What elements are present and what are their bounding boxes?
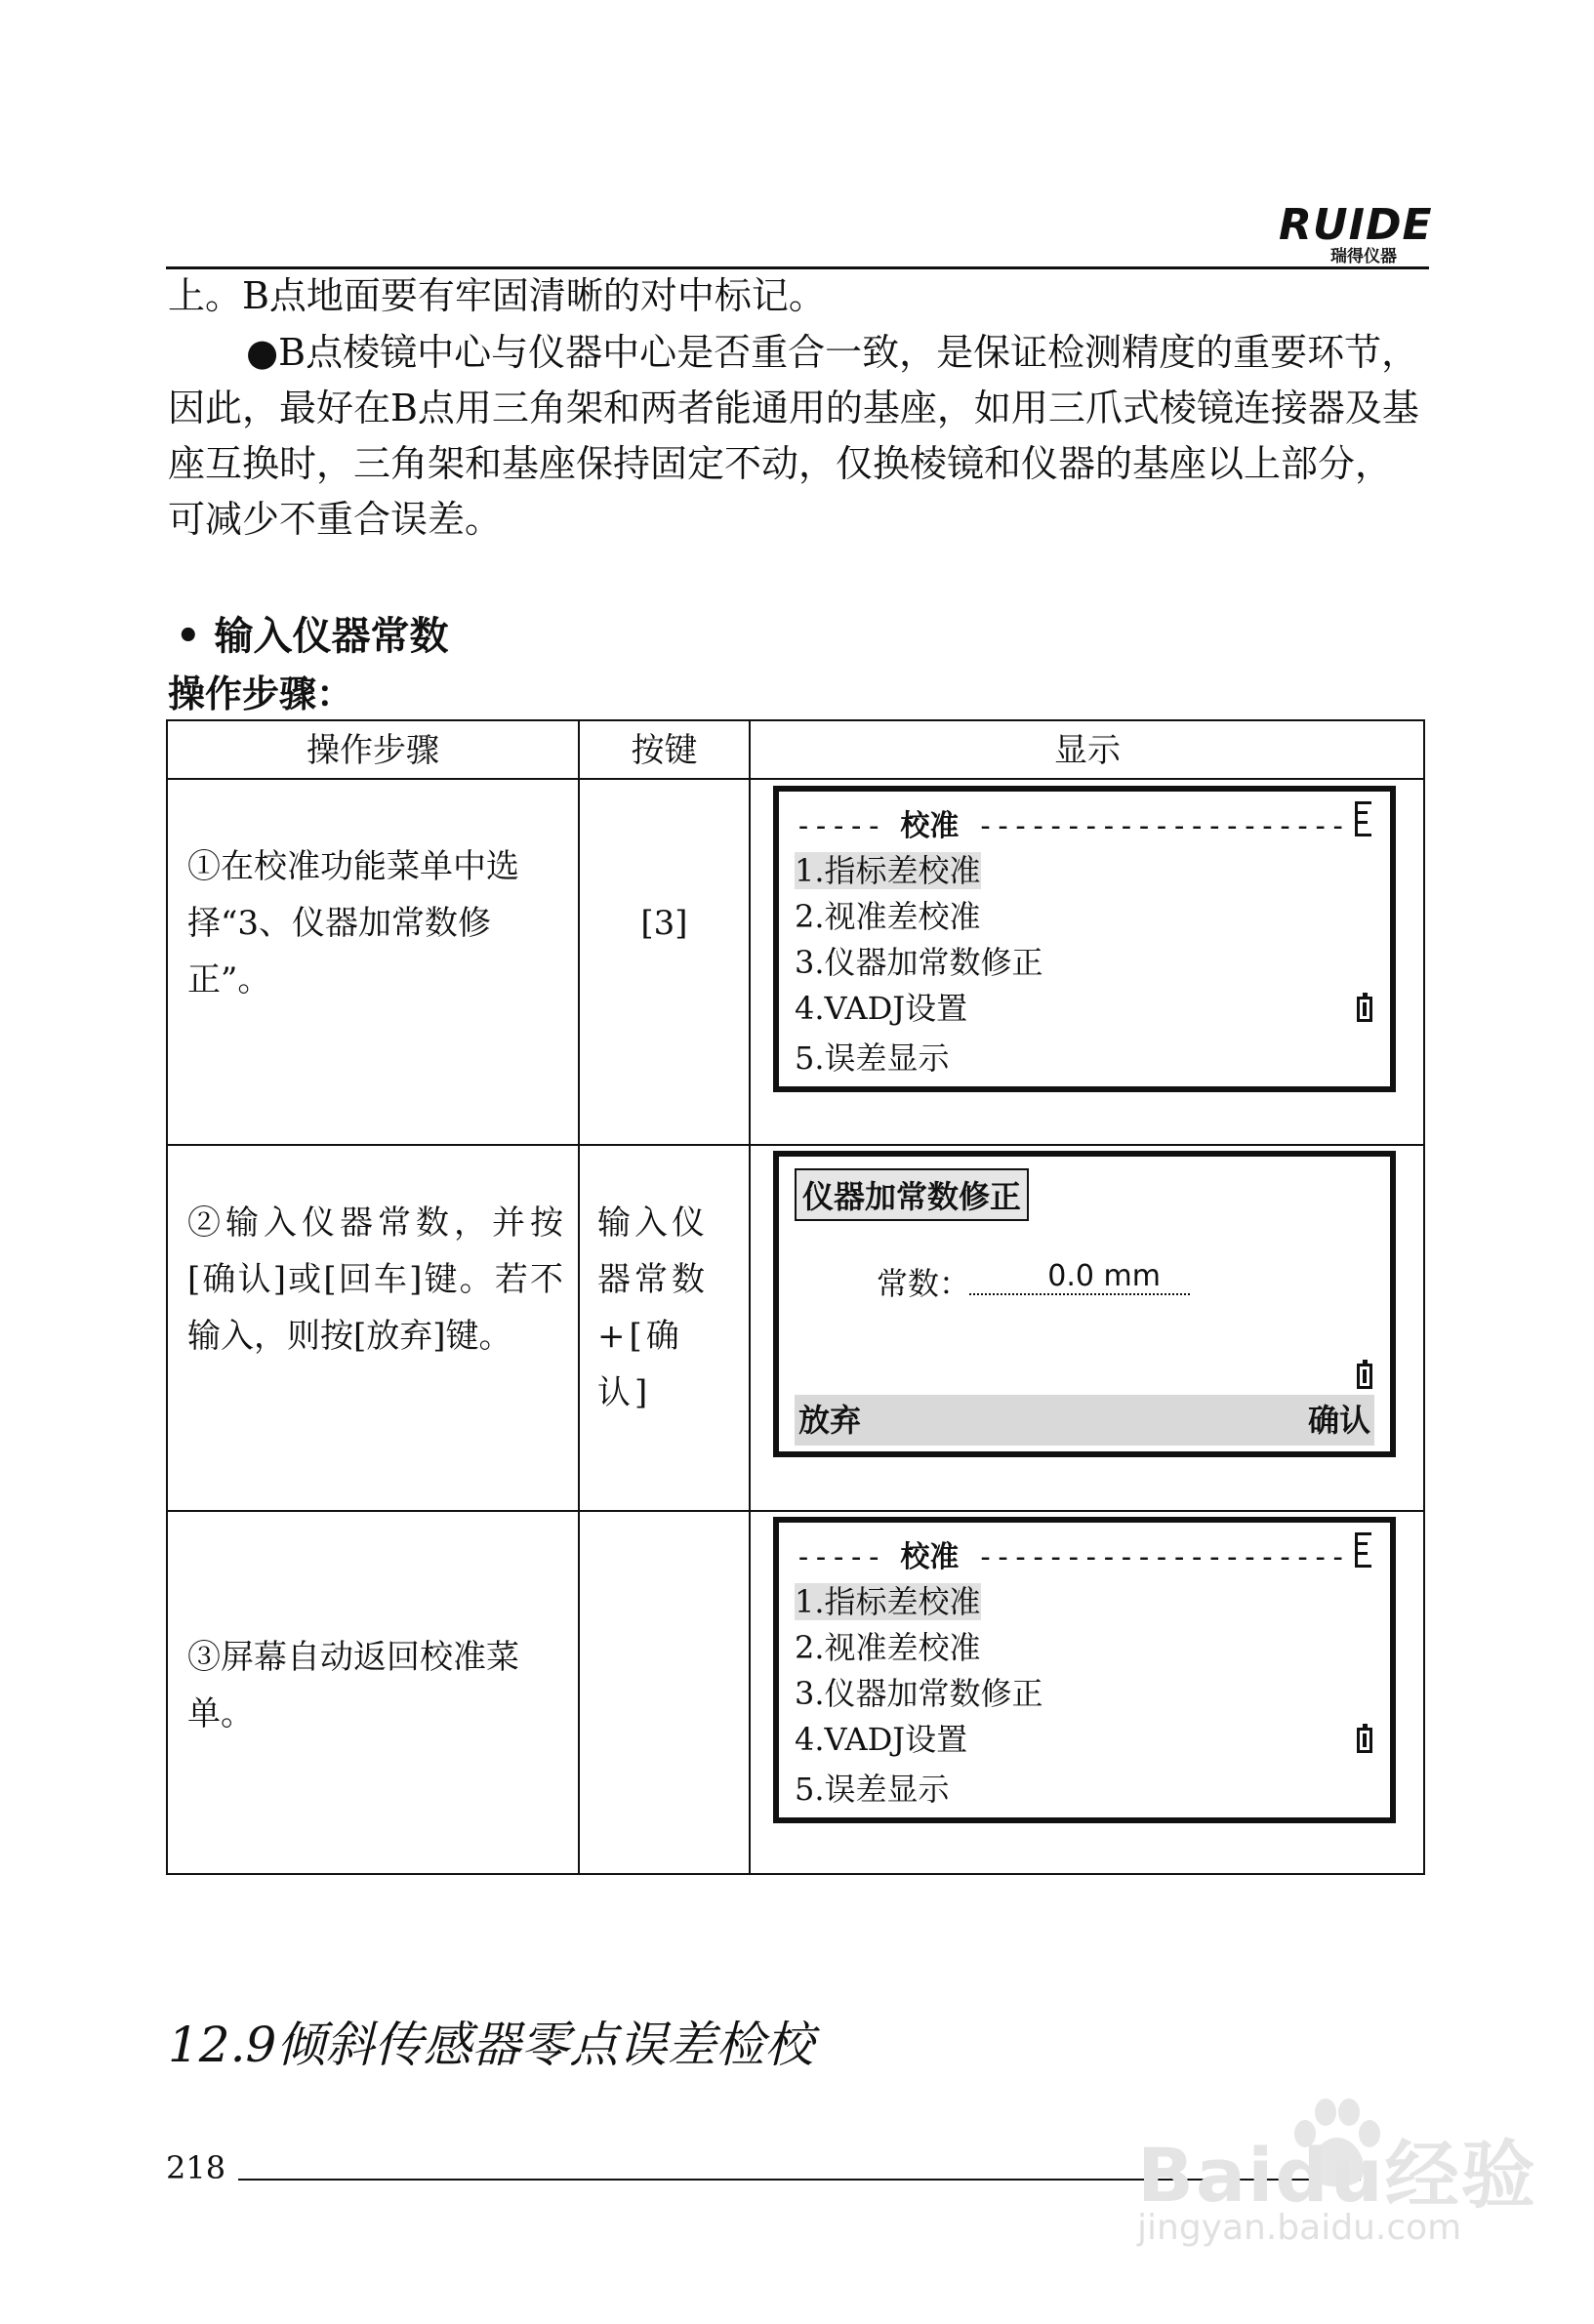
calibration-menu-screen-2 [773,1517,1396,1823]
table-header-display: 显示 [1054,731,1121,770]
table-row-3-step: ③屏幕自动返回校准菜单。 [187,1638,519,1733]
abandon-softkey[interactable]: 放弃 [798,1402,862,1439]
page-number: 218 [166,2149,226,2186]
watermark-main: Baidu经验 [1137,2132,1537,2219]
menu-item-3[interactable]: 3.仪器加常数修正 [795,1675,1043,1712]
constant-label: 常数： [877,1265,971,1302]
table-row-2-key: 输入仪器常数+[确认] [597,1203,709,1412]
instrument-constant-screen [773,1151,1396,1457]
table-row-rule [168,1510,1423,1512]
operation-table [166,719,1425,1875]
paragraph-2: ●B点棱镜中心与仪器中心是否重合一致，是保证检测精度的重要环节，因此，最好在B点用三角架和两者能通用的基座，如用三爪式棱镜连接器及基座互换时，三角架和基座保持固定不动，仅换棱镜和仪器的基座以上部分，可减少不重合误差。 [168,331,1419,541]
ruide-logo: RUIDE [1279,200,1433,250]
menu-title: ----- 校准 --------------------- [795,809,1347,843]
constant-input[interactable]: 0.0 mm [969,1259,1190,1295]
table-row-1-step: ①在校准功能菜单中选择“3、仪器加常数修正”。 [187,847,519,999]
table-header-key: 按键 [631,731,698,770]
table-col-rule [578,721,580,1873]
section-title: • 输入仪器常数 [176,614,449,659]
table-row-rule [168,1144,1423,1146]
battery-icon [1357,1728,1372,1753]
table-col-rule [749,721,751,1873]
menu-item-4[interactable]: 4.VADJ设置 [795,1721,968,1758]
operation-steps-label: 操作步骤： [168,673,354,715]
ruide-logo-subtitle: 瑞得仪器 [1330,247,1397,266]
table-row-1-key: [3] [640,904,688,943]
menu-title: ----- 校准 --------------------- [795,1540,1347,1574]
softkey-bar [795,1395,1374,1446]
menu-item-5[interactable]: 5.误差显示 [795,1040,950,1077]
screen-title: 仪器加常数修正 [795,1168,1029,1221]
calibration-menu-screen-1 [773,786,1396,1092]
section-heading: 12.9倾斜传感器零点误差检校 [168,2017,814,2073]
watermark-sub: jingyan.baidu.com [1137,2208,1462,2248]
menu-item-2[interactable]: 2.视准差校准 [795,898,981,935]
table-header-step: 操作步骤 [307,731,439,770]
menu-item-4[interactable]: 4.VADJ设置 [795,990,968,1027]
menu-item-1[interactable]: 1.指标差校准 [795,852,981,889]
menu-item-5[interactable]: 5.误差显示 [795,1771,950,1808]
table-row-2-step: ②输入仪器常数，并按[确认]或[回车]键。若不输入，则按[放弃]键。 [187,1203,563,1356]
menu-item-2[interactable]: 2.视准差校准 [795,1629,981,1666]
battery-icon [1357,997,1372,1022]
menu-item-1[interactable]: 1.指标差校准 [795,1583,981,1620]
battery-icon [1357,1364,1372,1389]
menu-item-3[interactable]: 3.仪器加常数修正 [795,944,1043,981]
scroll-indicator-icon [1355,1532,1372,1568]
confirm-softkey[interactable]: 确认 [1307,1402,1370,1439]
paragraph-1: 上。B点地面要有牢固清晰的对中标记。 [168,274,826,317]
scroll-indicator-icon [1355,801,1372,836]
